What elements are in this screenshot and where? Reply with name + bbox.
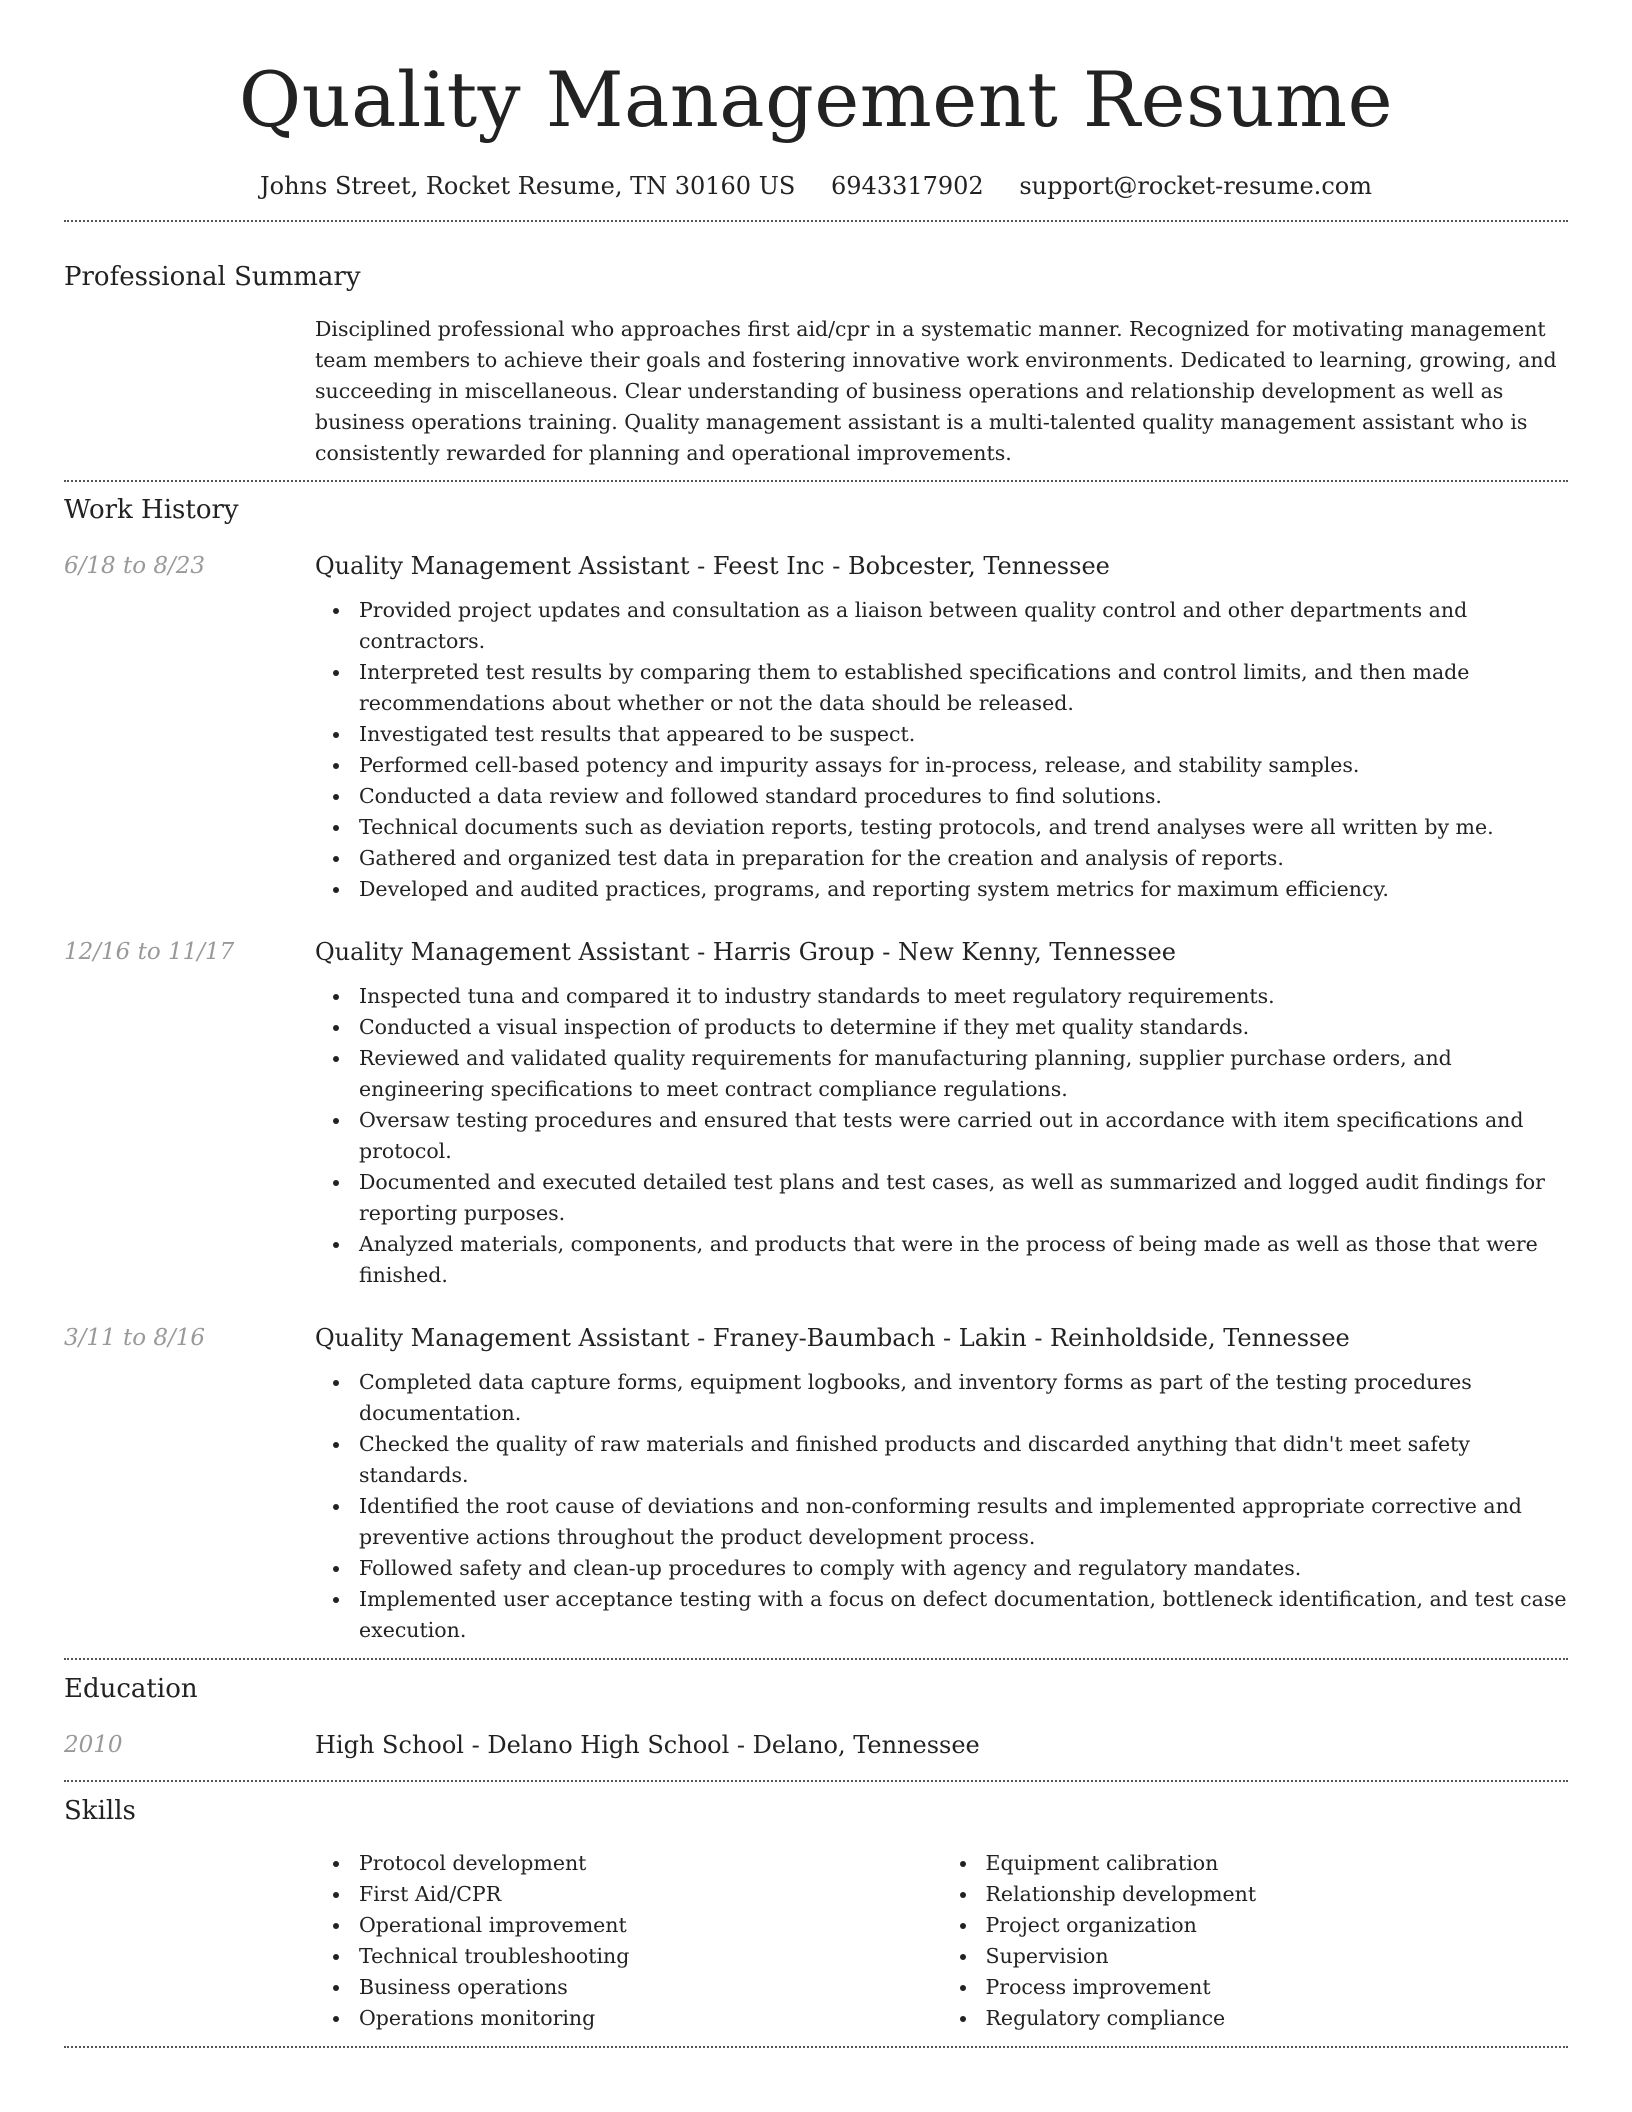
list-item: Documented and executed detailed test plans and test cases, as well as summarized and logged audit findings for reporting purposes. bbox=[315, 1167, 1568, 1229]
job-bullets bbox=[315, 981, 1568, 1291]
list-item: Conducted a data review and followed standard procedures to find solutions. bbox=[315, 781, 1568, 812]
job-bullets bbox=[315, 1367, 1568, 1646]
job-bullets bbox=[315, 595, 1568, 905]
job-dates: 6/18 to 8/23 bbox=[64, 553, 206, 579]
skills-section bbox=[64, 1794, 1568, 2034]
job-entry bbox=[64, 935, 1568, 1291]
resume-title: Quality Management Resume bbox=[238, 55, 1394, 144]
skills-list-right bbox=[942, 1848, 1569, 2034]
job-dates: 3/11 to 8/16 bbox=[64, 1325, 206, 1351]
summary-divider bbox=[64, 480, 1568, 482]
list-item: Followed safety and clean-up procedures to comply with agency and regulatory mandates. bbox=[315, 1553, 1568, 1584]
summary-section bbox=[64, 260, 1568, 469]
contact-address: Johns Street, Rocket Resume, TN 30160 US bbox=[260, 172, 796, 200]
list-item: Checked the quality of raw materials and finished products and discarded anything that didn't meet safety standards. bbox=[315, 1429, 1568, 1491]
skills-grid bbox=[315, 1848, 1568, 2034]
job-title: Quality Management Assistant - Franey-Baumbach - Lakin - Reinholdside, Tennessee bbox=[315, 1324, 1350, 1352]
skill-item: Project organization bbox=[942, 1910, 1569, 1941]
list-item: Gathered and organized test data in preparation for the creation and analysis of reports. bbox=[315, 843, 1568, 874]
skills-divider bbox=[64, 2046, 1568, 2048]
education-heading: Education bbox=[64, 1674, 198, 1704]
contact-phone: 6943317902 bbox=[831, 172, 984, 200]
work-history-section bbox=[64, 493, 1568, 1646]
list-item: Technical documents such as deviation reports, testing protocols, and trend analyses were all written by me. bbox=[315, 812, 1568, 843]
list-item: Analyzed materials, components, and products that were in the process of being made as well as those that were finished. bbox=[315, 1229, 1568, 1291]
contact-line bbox=[64, 170, 1568, 202]
job-title: Quality Management Assistant - Harris Group - New Kenny, Tennessee bbox=[315, 938, 1176, 966]
header-divider bbox=[64, 220, 1568, 222]
skill-item: Operational improvement bbox=[315, 1910, 942, 1941]
job-entry bbox=[64, 1321, 1568, 1646]
education-divider bbox=[64, 1780, 1568, 1782]
skill-item: Relationship development bbox=[942, 1879, 1569, 1910]
skill-item: Process improvement bbox=[942, 1972, 1569, 2003]
list-item: Inspected tuna and compared it to industry standards to meet regulatory requirements. bbox=[315, 981, 1568, 1012]
list-item: Completed data capture forms, equipment logbooks, and inventory forms as part of the testing procedures documentation. bbox=[315, 1367, 1568, 1429]
work-history-divider bbox=[64, 1658, 1568, 1660]
skill-item: Supervision bbox=[942, 1941, 1569, 1972]
list-item: Provided project updates and consultation as a liaison between quality control and other departments and contractors. bbox=[315, 595, 1568, 657]
skill-item: Equipment calibration bbox=[942, 1848, 1569, 1879]
list-item: Conducted a visual inspection of products to determine if they met quality standards. bbox=[315, 1012, 1568, 1043]
job-dates: 12/16 to 11/17 bbox=[64, 939, 235, 965]
skill-item: First Aid/CPR bbox=[315, 1879, 942, 1910]
skills-list-left bbox=[315, 1848, 942, 2034]
education-title: High School - Delano High School - Delano, Tennessee bbox=[315, 1731, 980, 1759]
education-year: 2010 bbox=[64, 1732, 123, 1758]
list-item: Developed and audited practices, programs, and reporting system metrics for maximum efficiency. bbox=[315, 874, 1568, 905]
list-item: Interpreted test results by comparing them to established specifications and control limits, and then made recommendations about whether or not the data should be released. bbox=[315, 657, 1568, 719]
list-item: Investigated test results that appeared to be suspect. bbox=[315, 719, 1568, 750]
skill-item: Operations monitoring bbox=[315, 2003, 942, 2034]
skill-item: Business operations bbox=[315, 1972, 942, 2003]
summary-heading: Professional Summary bbox=[64, 262, 361, 292]
skill-item: Protocol development bbox=[315, 1848, 942, 1879]
skill-item: Regulatory compliance bbox=[942, 2003, 1569, 2034]
work-history-heading: Work History bbox=[64, 495, 239, 525]
list-item: Performed cell-based potency and impurity assays for in-process, release, and stability samples. bbox=[315, 750, 1568, 781]
skill-item: Technical troubleshooting bbox=[315, 1941, 942, 1972]
list-item: Identified the root cause of deviations and non-conforming results and implemented appropriate corrective and preventive actions throughout the product development process. bbox=[315, 1491, 1568, 1553]
list-item: Implemented user acceptance testing with a focus on defect documentation, bottleneck identification, and test case execution. bbox=[315, 1584, 1568, 1646]
summary-text: Disciplined professional who approaches first aid/cpr in a systematic manner. Recognized for motivating management team members to achieve their goals and fostering innovative work environments. Dedicated to learning, growing, and succeeding in miscellaneous. Clear understanding of business operations and relationship development as well as business operations training. Quality management assistant is a multi-talented quality management assistant who is consistently rewarded for planning and operational improvements. bbox=[315, 317, 1557, 465]
resume-page bbox=[64, 0, 1568, 2048]
list-item: Oversaw testing procedures and ensured that tests were carried out in accordance with item specifications and protocol. bbox=[315, 1105, 1568, 1167]
job-entry bbox=[64, 549, 1568, 905]
list-item: Reviewed and validated quality requirements for manufacturing planning, supplier purchase orders, and engineering specifications to meet contract compliance regulations. bbox=[315, 1043, 1568, 1105]
job-title: Quality Management Assistant - Feest Inc - Bobcester, Tennessee bbox=[315, 552, 1110, 580]
education-section bbox=[64, 1672, 1568, 1762]
education-entry bbox=[64, 1728, 1568, 1762]
skills-heading: Skills bbox=[64, 1796, 136, 1826]
contact-email: support@rocket-resume.com bbox=[1019, 172, 1372, 200]
